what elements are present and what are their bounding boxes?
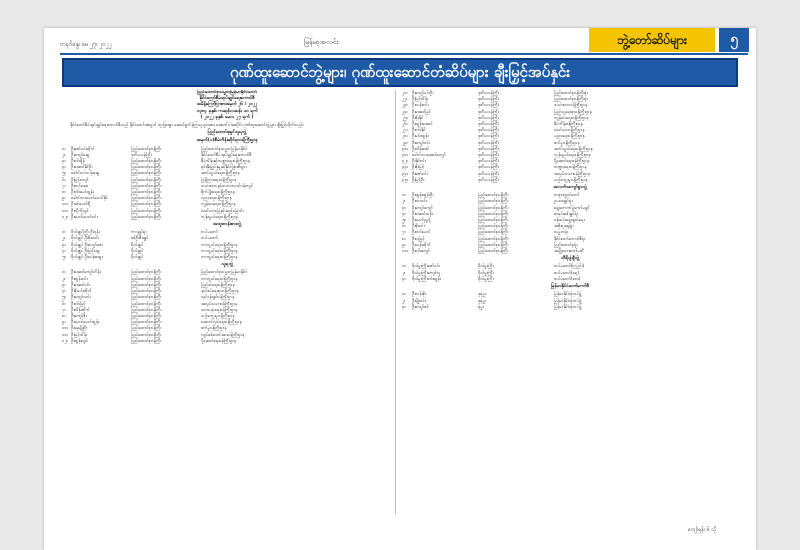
person-name: ဦးအောင်သန်း <box>412 210 433 216</box>
intro-line: နိုင်ငံတော်စီမံအုပ်ချုပ်ရေးကောင်စီ <box>199 96 255 102</box>
department: စိုက်ပျိုးရေးဝန်ကြီးဌာန <box>201 189 235 195</box>
row-number: ၁။ <box>62 229 66 235</box>
department: မြန်မာနိုင်ငံရဲတပ်ဖွဲ့ <box>554 291 582 297</box>
department: ကာကွယ်ရေးဝန်ကြီးဌာန <box>201 241 238 247</box>
person-name: ဦးသိန်းဇော် <box>412 145 430 151</box>
person-name: ဦးဇော်မင်းထိုက် <box>71 145 95 151</box>
position: ဗိုလ်မှူးကြီး <box>478 269 494 275</box>
continued-note: ကျော်ရန်း ၆ သို့ <box>687 527 716 533</box>
person-name: ဦးမင်းထွန်း <box>412 133 429 139</box>
table-row <box>402 304 738 310</box>
row-number: ၃၂။ <box>402 158 408 164</box>
position: ပြည်ထောင်စုဝန်ကြီး <box>131 195 162 201</box>
left-list-3 <box>62 269 392 343</box>
department: သယံဇာတနှင့်သဘာဝပတ်ဝန်းကျင် <box>201 182 254 188</box>
position: ရဲမှူး <box>478 303 484 309</box>
date-line: တနင်္ဂနွေ၊ မေ ၂၇၊ ၂၀၂၂ <box>60 41 112 48</box>
row-number: ၂၆။ <box>402 121 408 127</box>
intro-line: ပြည်ထောင်စုသမ္မတမြန်မာနိုင်ငံတော် <box>197 90 257 95</box>
position: ကာချုပ်ရုံး <box>131 229 147 235</box>
person-name: ဦးအောင်ဝင်း <box>71 281 91 287</box>
person-name: ဦးထွန်းထွန်းဦး <box>412 192 434 198</box>
position: ပြည်ထောင်စုဝန်ကြီး <box>131 189 162 195</box>
position: ဗိုလ်ချုပ် <box>131 241 144 247</box>
department: နိုင်ငံတော်စီမံအုပ်ချုပ်ရေးကောင်စီ <box>201 151 252 157</box>
person-name: ဦးလှမြင့် <box>412 235 425 241</box>
row-number: ၁၀။ <box>62 325 68 331</box>
row-number: ၆။ <box>62 300 66 306</box>
department: ကျန်းမာရေးဝန်ကြီးဌာန <box>554 114 589 120</box>
row-number: ၈။ <box>62 312 66 318</box>
row-number: ၁၂။ <box>62 213 68 219</box>
person-name: ဦးဝင်းကျော် <box>412 248 430 254</box>
department: တပ်မတော်(ကြည်း) <box>554 263 585 269</box>
row-number: ၃၀။ <box>402 145 408 151</box>
person-name: ဗိုလ်မှူးကြီးကျော်သူ <box>412 269 441 275</box>
position: ဒုတိယဝန်ကြီး <box>478 96 499 102</box>
position: ဒုတိယဝန်ကြီး <box>478 127 499 133</box>
department: အစိုးရအဖွဲ့ရုံး <box>554 223 574 229</box>
department: ကာကွယ်ရေးဝန်ကြီးဌာန <box>201 275 238 281</box>
position: ပြည်ထောင်စုဝန်ကြီး <box>131 337 162 343</box>
subheading-2: အမှတ်(၁)စီမံကိန်းဆိုင်ရာဝန်ကြီးဌာန <box>196 138 258 144</box>
row-number: ၃၅။ <box>402 176 408 182</box>
person-name: ဗိုလ်မှူးကြီးဝင်းထွန်း <box>412 275 441 281</box>
header-rule <box>60 53 748 55</box>
position: ဒုရဲမှူး <box>478 291 487 297</box>
person-name: ဦးခင်မောင်ရီ <box>71 201 91 207</box>
row-number: ၈။ <box>402 235 406 241</box>
position: ဒုတိယဝန်ကြီး <box>478 121 499 127</box>
row-number: ၇။ <box>62 182 66 188</box>
left-column <box>62 90 392 510</box>
position: ပြည်ထောင်စုဝန်ကြီး <box>131 176 162 182</box>
person-name: ဦးနေမျိုးဦး <box>71 325 87 331</box>
intro-line: အမိန့်ကြော်ငြာစာအမှတ် ၂၆ / ၂၀၂၂ <box>196 102 258 108</box>
department: ဝန်ထမ်းရွေးချယ်ရေး <box>554 217 585 223</box>
person-name: ဒေါက်တာသန်းဆွေ <box>71 170 100 176</box>
position: ဗိုလ်မှူးကြီး <box>478 275 494 281</box>
person-name: ဒေါက်တာမောင်မောင်နိုင် <box>71 195 108 201</box>
department: သယံဇာတဝန်ကြီးဌာန <box>554 102 587 108</box>
row-number: ၃။ <box>402 303 406 309</box>
intro-heading <box>62 90 392 121</box>
department: ဆောက်လုပ်ရေးဝန်ကြီးဌာန <box>201 319 242 325</box>
row-number: ၉။ <box>62 195 66 201</box>
department: အမျိုးသားကော်မတီ <box>554 248 584 254</box>
department: မြန်မာနိုင်ငံရဲတပ်ဖွဲ့ <box>554 303 582 309</box>
person-name: ဗိုလ်ချုပ် ဦးကျော်ဇော <box>71 241 104 247</box>
row-number: ၃။ <box>62 281 66 287</box>
person-name: ဦးဇော်ဝင်း <box>412 170 428 176</box>
department: ယဉ်ကျေးမှုဝန်ကြီးဌာန <box>201 312 235 318</box>
left-list-1 <box>62 146 392 220</box>
intro-line: ၁၃၈၄ ခုနှစ်၊ ကဆုန်လဆန်း ၁၀ ရက် <box>196 108 258 114</box>
position: ဗိုလ်မှူးကြီး <box>478 263 494 269</box>
row-number: ၄။ <box>62 247 66 253</box>
right-list-4 <box>402 291 738 310</box>
row-number: ၃။ <box>402 275 406 281</box>
position: ပြည်ထောင်စုဝန်ကြီး <box>478 192 509 198</box>
row-number: ၂။ <box>62 235 66 241</box>
row-number: ၇။ <box>402 229 406 235</box>
position: ပြည်ထောင်စုဝန်ကြီး <box>131 331 162 337</box>
position: ဒုတိယဝန်ကြီး <box>478 108 499 114</box>
left-list-2 <box>62 229 392 260</box>
person-name: ဦးကျော်လင်း <box>71 294 91 300</box>
person-name: ဦးကျော်ကျော် <box>412 204 433 210</box>
person-name: ဦးအောင်နိုင်ဦး <box>71 164 93 170</box>
person-name: ဦးမောင်မောင်ထွန်း <box>71 319 100 325</box>
position: ပြည်ထောင်စုဝန်ကြီး <box>478 241 509 247</box>
publication-name: မြန်မာ့အလင်း <box>304 38 339 46</box>
department: ပညာရေးဝန်ကြီးဌာန <box>554 133 585 139</box>
row-number: ၁။ <box>62 269 66 275</box>
person-name: ဦးမောင်ညွန့် <box>412 217 431 223</box>
row-number: ၃၁။ <box>402 152 408 158</box>
department: ပို့ဆောင်ရေးဝန်ကြီးဌာန <box>201 337 236 343</box>
position: ပြည်ထောင်စုဝန်ကြီး <box>131 269 162 275</box>
position: ပြည်ထောင်စုဝန်ကြီး <box>131 319 162 325</box>
position: ပြည်ထောင်စုဝန်ကြီး <box>131 325 162 331</box>
position: ဗိုလ်ချုပ် <box>131 254 144 260</box>
department: ပြည်ထောင်စုရုံး <box>554 241 578 247</box>
section-tab: ဘွဲ့တော်ဆိပ်များ <box>589 28 715 52</box>
person-name: ဦးစိုးမြင့် <box>412 164 425 170</box>
row-number: ၁၀။ <box>402 248 408 254</box>
position: ပြည်ထောင်စုဝန်ကြီး <box>478 198 509 204</box>
row-number: ၁။ <box>402 192 406 198</box>
row-number: ၃။ <box>62 158 66 164</box>
person-name: ဗိုလ်ချုပ် ဦးသန်းထွေး <box>71 254 103 260</box>
position: ဒုတိယဝန်ကြီး <box>478 90 499 95</box>
right-list-3 <box>402 263 738 282</box>
person-name: ဦးသန်းထိုက် <box>412 241 431 247</box>
department: ပညာရေးဝန်ကြီးဌာန <box>201 195 232 201</box>
position: ဒုတိယဝန်ကြီး <box>478 170 499 176</box>
position: ပြည်ထောင်စုဝန်ကြီး <box>131 275 162 281</box>
position: ပြည်ထောင်စုဝန်ကြီး <box>478 235 509 241</box>
position: ဒုတိယဝန်ကြီး <box>478 139 499 145</box>
department: ရွေးကောက်ပွဲကော်မရှင် <box>554 204 590 210</box>
row-number: ၂၈။ <box>402 133 408 139</box>
subheading-3: အထူးတန်းစားဘွဲ့ <box>213 222 241 228</box>
position: ဗိုလ်ချုပ် <box>131 247 144 253</box>
row-number: ၂။ <box>402 198 406 204</box>
column-divider <box>395 90 396 514</box>
row-number: ၁။ <box>62 145 66 151</box>
position: ပြည်ထောင်စုဝန်ကြီး <box>131 288 162 294</box>
intro-paragraph: နိုင်ငံတော်စီမံအုပ်ချုပ်ရေးကောင်စီသည် နိုင်ငံတော်အတွက် ထူးခြားစွာ ဆောင်ရွက်ခဲ့ကြသူများအား အောက်ပါအတိုင်း ဂုဏ်ထူးဆောင်ဘွဲ့များ ချီးမြှင့်လိုက်သည်။ <box>70 122 304 128</box>
department: တပ်မတော် <box>201 229 218 235</box>
row-number: ၂။ <box>402 297 406 303</box>
row-number: ၂၉။ <box>402 139 408 145</box>
department: ပြည်ထောင်စုသမ္မတမြန်မာနိုင်ငံ <box>201 269 248 275</box>
department: တပ်မတော်(ရေ) <box>554 269 579 275</box>
position: ဒုတိယဝန်ကြီး <box>478 158 499 164</box>
person-name: ဦးကျော်မင်းဦး <box>412 90 434 95</box>
position: ပြည်ထောင်စုဝန်ကြီး <box>131 164 162 170</box>
department: ပြည်ထဲရေးဝန်ကြီးဌာန <box>201 281 235 287</box>
row-number: ၂၃။ <box>402 102 408 108</box>
table-row <box>62 338 392 344</box>
position: ဒုတိယဝန်ကြီး <box>478 133 499 139</box>
row-number: ၂။ <box>62 275 66 281</box>
department: ဆက်သွယ်ရေးဝန်ကြီးဌာန <box>554 145 593 151</box>
table-row <box>402 276 738 282</box>
position: ပြည်ထောင်စုဝန်ကြီး <box>131 312 162 318</box>
department: လျှပ်စစ်ဓာတ်အားဝန်ကြီးဌာန <box>201 331 245 337</box>
person-name: ဦးစိုးမင်းထိုက် <box>71 288 92 294</box>
person-name: ဦးမြင့်သိန်း <box>71 331 88 337</box>
department: ကုန်သွယ်ရေးဝန်ကြီးဌာန <box>201 213 238 219</box>
person-name: ဦးစိုးနိုင် <box>412 114 424 120</box>
row-number: ၆။ <box>402 223 406 229</box>
department: သမ္မတရုံး <box>554 229 568 235</box>
row-number: ၁၀။ <box>62 201 68 207</box>
intro-line: ( ၂၀၂၂ ခုနှစ်၊ မေလ ၂၇ ရက် ) <box>200 114 254 120</box>
row-number: ၁။ <box>402 291 406 297</box>
position: ပြည်ထောင်စုဝန်ကြီး <box>478 223 509 229</box>
row-number: ၂၇။ <box>402 127 408 133</box>
right-subheading-3: မြန်မာနိုင်ငံတော်ကော်ဖီ <box>550 284 590 290</box>
person-name: ဦးအောင်ကျော်ဟိန်း <box>71 269 101 275</box>
department: ပြည်ထောင်စုဝန်ကြီးရုံး <box>554 90 588 95</box>
department: ကျန်းမာရေးဝန်ကြီးဌာန <box>201 201 236 207</box>
banner-title: ဂုဏ်ထူးဆောင်ဘွဲ့များ၊ ဂုဏ်ထူးဆောင်တံဆိပ်များ ချီးမြှင့်အပ်နှင်း <box>62 58 738 87</box>
position: ပြည်ထောင်စုဝန်ကြီး <box>478 210 509 216</box>
department: ပြည်ထောင်စုသမ္မတမြန်မာနိုင်ငံ <box>201 145 248 151</box>
position: ပြည်ထောင်စုဝန်ကြီး <box>131 170 162 176</box>
right-subheading-1: အလင်္ကာကျော်စွာဘွဲ့ <box>553 185 587 191</box>
position: ဒုတိယဝန်ကြီး <box>478 176 499 182</box>
person-name: ဦးတင်မောင် <box>412 229 431 235</box>
person-name: ဦးဝင်းနိုင် <box>412 127 426 133</box>
department: ပြည်ထောင်စုဝန်ကြီးရုံး <box>554 96 588 102</box>
position: ဒုတိယဝန်ကြီး <box>478 145 499 151</box>
department: အလုပ်သမားဝန်ကြီးဌာန <box>554 170 590 176</box>
table-row <box>402 177 738 183</box>
person-name: ဦးသန်းဝင်း <box>412 102 429 108</box>
row-number: ၃၄။ <box>402 170 408 176</box>
row-number: ၃။ <box>402 204 406 210</box>
row-number: ၄။ <box>62 164 66 170</box>
person-name: ဦးကျော်ဝင်း <box>412 139 430 145</box>
right-list-2 <box>402 192 738 254</box>
right-subheading-2: သီရိပျံချီဘွဲ့ <box>560 256 580 262</box>
table-row <box>62 254 392 260</box>
person-name: ဦးသိန်းထိုက် <box>71 306 90 312</box>
department: ကုန်သွယ်ရေးဝန်ကြီးဌာန <box>554 152 591 158</box>
person-name: ဗိုလ်မှူးကြီးဇော်မင်း <box>412 263 440 269</box>
person-name: ဒေါက်တာအောင်ကျော် <box>412 152 446 158</box>
person-name: ဦးထွန်းဝင်း <box>71 275 88 281</box>
table-row <box>62 214 392 220</box>
person-name: ဦးကျော်ဆွေ <box>71 151 90 157</box>
person-name: ဦးမြင့်ဦး <box>412 176 425 182</box>
position: ဒုတိယဝန်ကြီး <box>478 114 499 120</box>
department: ဘဏ္ဍာရေးဝန်ကြီးဌာန <box>554 164 587 170</box>
person-name: ဦးထွန်းလွင် <box>71 337 88 343</box>
department: အလုပ်သမားဝန်ကြီးဌာန <box>201 300 237 306</box>
person-name: ဦးဝင်းမြင့် <box>71 300 86 306</box>
department: စီမံကိန်းဝန်ကြီးဌာန <box>554 121 583 127</box>
position: ပြည်ထောင်စုဝန်ကြီး <box>478 248 509 254</box>
person-name: ဦးကျော်ဇင် <box>412 303 429 309</box>
person-name: ဦးတင်အေး <box>71 182 88 188</box>
position: ပြည်ထောင်စုဝန်ကြီး <box>131 281 162 287</box>
row-number: ၁၁။ <box>62 207 68 213</box>
department: ပြည်သူ့ရေးရာဝန်ကြီးဌာန <box>554 108 592 114</box>
department: နိုင်ငံတော်ကောင်စီရုံး <box>554 235 586 241</box>
row-number: ၂၄။ <box>402 108 408 114</box>
row-number: ၂၅။ <box>402 114 408 120</box>
row-number: ၉။ <box>402 241 406 247</box>
position: ဒုတိယဝန်ကြီး <box>478 164 499 170</box>
department: တပ်မတော်(လေ) <box>554 275 581 281</box>
department: ပို့ဆောင်ရေးဝန်ကြီးဌာန <box>554 158 589 164</box>
person-name: ဦးမြင့်သိန်း <box>412 96 429 102</box>
right-list-1 <box>402 90 738 183</box>
row-number: ၅။ <box>402 217 406 223</box>
row-number: ၃၃။ <box>402 164 408 170</box>
position: ပြည်ထောင်စုဝန်ကြီး <box>478 204 509 210</box>
position: ပြည်ထောင်စုဝန်ကြီး <box>131 300 162 306</box>
department: စက်မှုဝန်ကြီးဌာန <box>554 139 580 145</box>
person-name: ဦးအောင်မြင့် <box>412 108 431 114</box>
row-number: ၂၂။ <box>402 96 408 102</box>
department: တရားလွှတ်တော် <box>554 192 580 198</box>
department: ပြန်ကြားရေးဝန်ကြီးဌာန <box>201 176 237 182</box>
position: ဒုရဲမှူး <box>478 297 487 303</box>
person-name: ဦးဝင်းမော်ထွန်း <box>71 189 94 195</box>
row-number: ၄။ <box>402 210 406 216</box>
position: ပြည်ထောင်စုဝန်ကြီး <box>131 145 162 151</box>
department: စီမံကိန်းနှင့်ဘဏ္ဍာရေးဝန်ကြီးဌာန <box>201 158 250 164</box>
position: ပြည်ထောင်စုဝန်ကြီး <box>478 217 509 223</box>
position: ပြည်ထောင်စုဝန်ကြီး <box>131 294 162 300</box>
department: လုပ်ငန်းခွင်ဝန်ကြီးဌာန <box>201 294 235 300</box>
row-number: ၂။ <box>402 269 406 275</box>
row-number: ၁။ <box>402 263 406 269</box>
department: ယဉ်ကျေးမှုဝန်ကြီးဌာန <box>554 176 588 182</box>
page-number: ၅ <box>719 28 749 52</box>
person-name: ဦးနိုင်ဝင်း <box>412 158 426 164</box>
row-number: ၁၂။ <box>62 337 68 343</box>
row-number: ၈။ <box>62 189 66 195</box>
department: စာရင်းစစ်ချုပ်ရုံး <box>554 210 579 216</box>
department: ကာကွယ်ရေးဝန်ကြီးဌာန <box>201 247 238 253</box>
row-number: ၄။ <box>62 288 66 294</box>
row-number: ၃။ <box>62 241 66 247</box>
position: စစ်ဦးစီးချုပ် <box>131 235 149 241</box>
table-row <box>402 248 738 254</box>
position: ပြည်ထောင်စုဝန်ကြီး <box>131 213 162 219</box>
department: တပ်မတော် <box>201 235 218 241</box>
person-name: ဦးစိုးဝင်း <box>412 223 425 229</box>
person-name: ဗိုလ်ချုပ် ဦးစိုးလင်း <box>71 235 99 241</box>
department: လယ်ယာဝန်ကြီးဌာန <box>554 127 585 133</box>
position: ပြည်ထောင်စုဝန်ကြီး <box>131 306 162 312</box>
department: နယ်စပ်ရေးရာဝန်ကြီးဌာန <box>201 288 239 294</box>
row-number: ၂၁။ <box>402 90 408 95</box>
person-name: ဦးသာဝင်း <box>412 198 427 204</box>
position: ဒုတိယဝန်ကြီး <box>478 102 499 108</box>
subheading-1: ပြည်ထောင်စုရှင်သူရဘွဲ့ <box>207 130 247 136</box>
position: ဒုတိယဝန်ကြီး <box>478 152 499 158</box>
position: ဒုတိယဝန်ကြီး <box>131 151 152 157</box>
department: ဆက်သွယ်ရေးဝန်ကြီးဌာန <box>201 170 240 176</box>
person-name: ဦးကျော်စိုး <box>71 312 87 318</box>
person-name: ဦးမျိုးဝင်း <box>412 297 426 303</box>
department: ရင်းနှီးမြှုပ်နှံမှုနှင့်နိုင်ငံခြားစီးပွား <box>201 164 247 170</box>
row-number: ၅။ <box>62 170 66 176</box>
row-number: ၉။ <box>62 319 66 325</box>
person-name: ဦးမြင့်ကျော် <box>71 176 89 182</box>
department: မြန်မာနိုင်ငံရဲတပ်ဖွဲ့ <box>554 297 582 303</box>
row-number: ၂။ <box>62 151 66 157</box>
position: ပြည်ထောင်စုဝန်ကြီး <box>478 229 509 235</box>
person-name: ဗိုလ်ချုပ် ဦးမြင့်ဆွေ <box>71 247 100 253</box>
row-number: ၇။ <box>62 306 66 312</box>
position: ပြည်ထောင်စုဝန်ကြီး <box>131 182 162 188</box>
row-number: ၆။ <box>62 176 66 182</box>
department: လယ်ယာမြေနှင့်ဆည်မြောင်း <box>201 207 244 213</box>
subheading-4: သူရဘွဲ့ <box>221 262 233 268</box>
department: ဥပဒေချုပ်ရုံး <box>554 198 573 204</box>
person-name: ဗိုလ်ချုပ်ကြီး ဦးဖုန်း <box>71 229 100 235</box>
position: ပြည်ထောင်စုဝန်ကြီး <box>131 201 162 207</box>
position: ပြည်ထောင်စုဝန်ကြီး <box>131 207 162 213</box>
newspaper-page <box>44 28 756 550</box>
department: သာသနာရေးဝန်ကြီးဌာန <box>201 306 238 312</box>
person-name: ဦးထွန်းအောင် <box>412 121 433 127</box>
department: ကာကွယ်ရေးဝန်ကြီးဌာန <box>201 254 238 260</box>
person-name: ဦးသန်းစိုး <box>412 291 427 297</box>
person-name: ဦးမောင်မောင်ဝင်း <box>71 213 98 219</box>
row-number: ၅။ <box>62 294 66 300</box>
row-number: ၅။ <box>62 254 66 260</box>
position: ပြည်ထောင်စုဝန်ကြီး <box>131 158 162 164</box>
person-name: ဦးဝင်းရှိန် <box>71 158 85 164</box>
right-column <box>402 90 738 510</box>
person-name: ဦးကိုကိုလွင် <box>71 207 89 213</box>
row-number: ၁၁။ <box>62 331 68 337</box>
department: စက်မှုဝန်ကြီးဌာန <box>201 325 227 331</box>
